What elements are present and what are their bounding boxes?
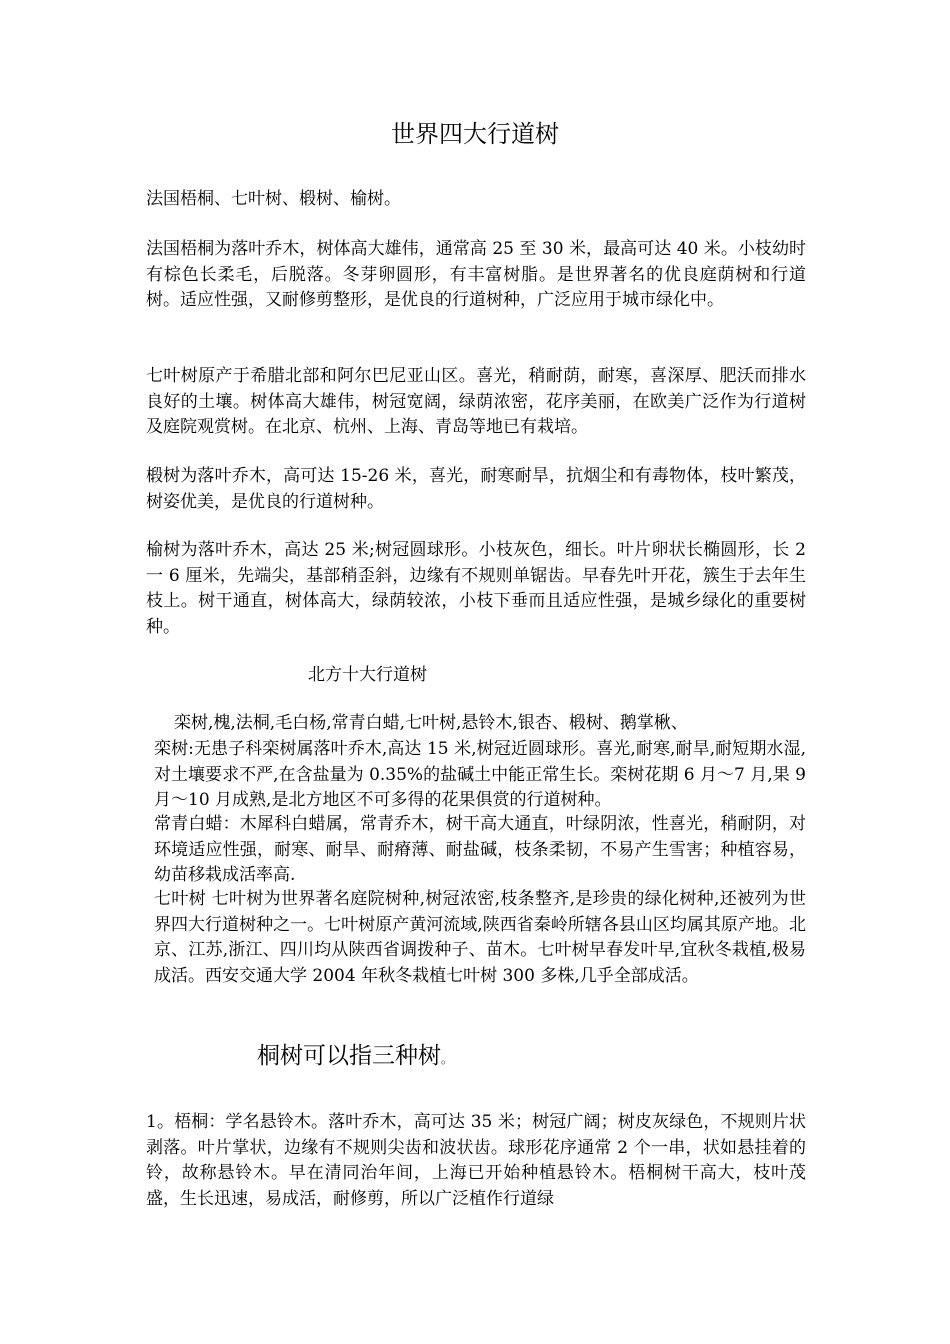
paragraph-qiye-2: 七叶树 七叶树为世界著名庭院树种,树冠浓密,枝条整齐,是珍贵的绿化树种,还被列为世界四大行道树种之一。七叶树原产黄河流域,陕西省秦岭所辖各县山区均属其原产地。北京、江苏,浙江、四川均从陕西省调拨种子、苗木。七叶树早春发叶早,宜秋冬栽植,极易成活。西安交通大学 2004 年秋冬栽植七叶树 300 多株,几乎全部成活。 <box>154 889 806 987</box>
north-tree-list: 栾树,槐,法桐,毛白杨,常青白蜡,七叶树,悬铃木,银杏、椴树、鹅掌楸、 <box>174 713 688 733</box>
subtitle-north: 北方十大行道树 <box>308 665 427 685</box>
paragraph-luan: 栾树:无患子科栾树属落叶乔木,高达 15 米,树冠近圆球形。喜光,耐寒,耐旱,耐短期水湿,对土壤要求不严,在含盐量为 0.35%的盐碱土中能正常生长。栾树花期 6 月～7 月,果 9 月～10 月成熟,是北方地区不可多得的花果俱赏的行道树种。 <box>154 739 806 811</box>
section-heading-tong <box>257 1040 453 1075</box>
paragraph-wutong-2: 1。梧桐：学名悬铃木。落叶乔木，高可达 35 米；树冠广阔；树皮灰绿色，不规则片状剥落。叶片掌状，边缘有不规则尖齿和波状齿。球形花序通常 2 个一串，状如悬挂着的铃，故称悬铃木。早在清同治年间，上海已开始种植悬铃木。梧桐树干高大，枝叶茂盛，生长迅速，易成活，耐修剪，所以广泛植作行道绿 <box>146 1112 806 1209</box>
paragraph-yu: 榆树为落叶乔木，高达 25 米;树冠圆球形。小枝灰色，细长。叶片卵状长椭圆形，长 2 一 6 厘米，先端尖，基部稍歪斜，边缘有不规则单锯齿。早春先叶开花，簇生于去年生枝上。树干通直，树体高大，绿荫较浓，小枝下垂而且适应性强，是城乡绿化的重要树种。 <box>146 540 806 637</box>
paragraph-bala: 常青白蜡：木犀科白蜡属，常青乔木，树干高大通直，叶绿阴浓，性喜光，稍耐阴，对环境适应性强，耐寒、耐旱、耐瘠薄、耐盐碱，枝条柔韧，不易产生雪害；种植容易，幼苗移栽成活率高. <box>154 814 806 886</box>
intro-paragraph: 法国梧桐、七叶树、椴树、榆树。 <box>146 189 401 209</box>
section-heading-mark: 。 <box>441 1052 454 1066</box>
page-title: 世界四大行道树 <box>391 120 559 148</box>
section-heading-text: 桐树可以指三种树 <box>257 1043 441 1069</box>
paragraph-duan: 椴树为落叶乔木，高可达 15-26 米，喜光，耐寒耐旱，抗烟尘和有毒物体，枝叶繁茂，树姿优美，是优良的行道树种。 <box>146 466 806 512</box>
paragraph-wutong: 法国梧桐为落叶乔木，树体高大雄伟，通常高 25 至 30 米，最高可达 40 米。小枝幼时有棕色长柔毛，后脱落。冬芽卵圆形，有丰富树脂。是世界著名的优良庭荫树和行道树。适应性强，又耐修剪整形，是优良的行道树种，广泛应用于城市绿化中。 <box>146 239 806 310</box>
paragraph-qiye: 七叶树原产于希腊北部和阿尔巴尼亚山区。喜光，稍耐荫，耐寒，喜深厚、肥沃而排水良好的土壤。树体高大雄伟，树冠宽阔，绿荫浓密，花序美丽，在欧美广泛作为行道树及庭院观赏树。在北京、杭州、上海、青岛等地已有栽培。 <box>146 366 806 437</box>
